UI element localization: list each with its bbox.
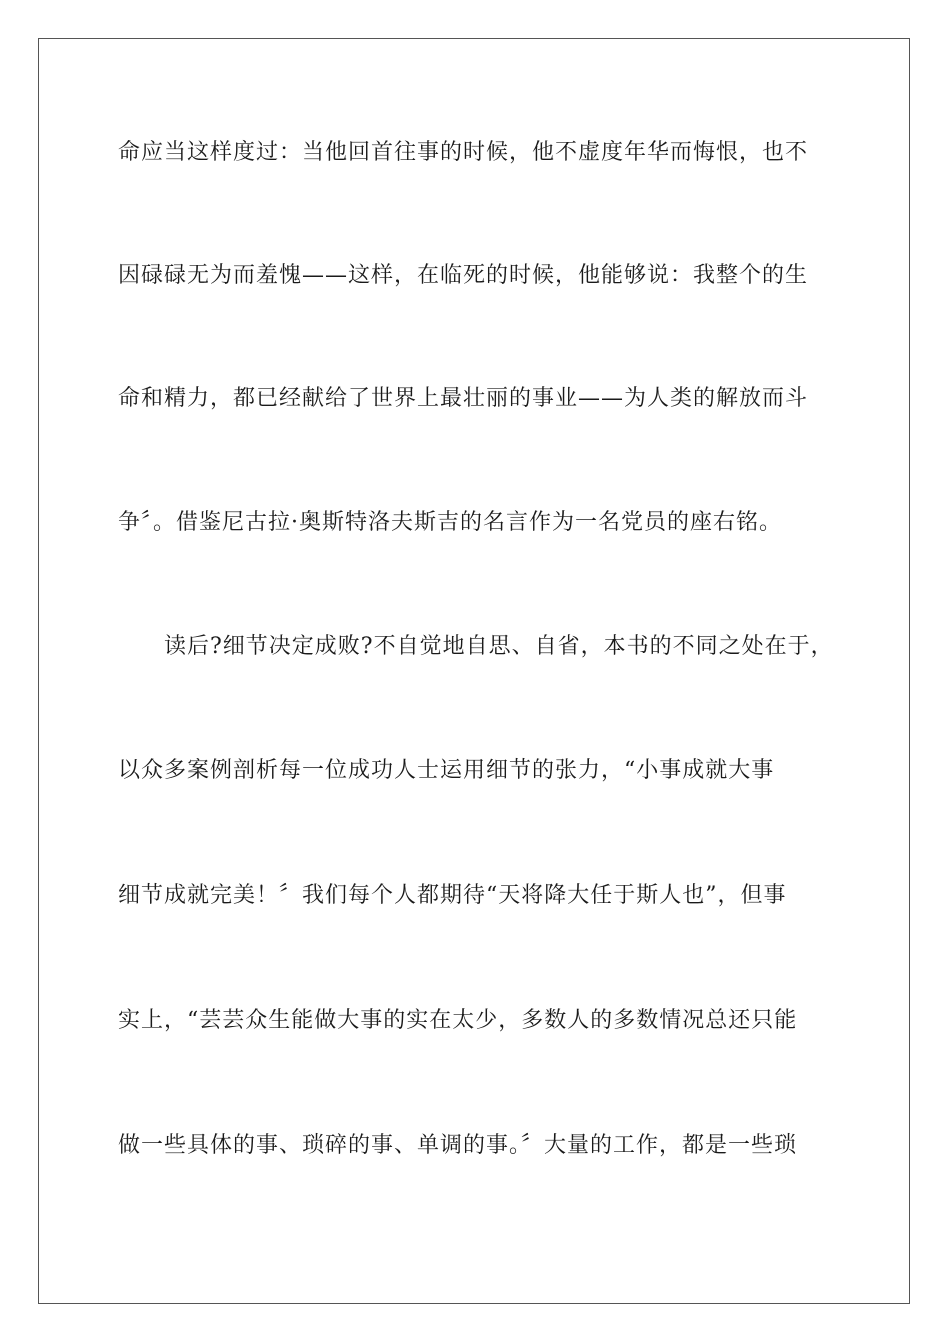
text-line-1: 命应当这样度过：当他回首往事的时候，他不虚度年华而悔恨，也不: [118, 140, 809, 165]
text-line-9: 做一些具体的事、琐碎的事、单调的事。〞大量的工作，都是一些琐: [118, 1133, 798, 1158]
text-line-3: 命和精力，都已经献给了世界上最壮丽的事业——为人类的解放而斗: [118, 386, 809, 411]
text-line-8: 实上，“芸芸众生能做大事的实在太少，多数人的多数情况总还只能: [118, 1008, 798, 1033]
text-line-6: 以众多案例剖析每一位成功人士运用细节的张力，“小事成就大事: [118, 758, 775, 783]
text-line-7: 细节成就完美！〞我们每个人都期待“天将降大任于斯人也”，但事: [118, 883, 787, 908]
paragraph-start-line: 读后?细节决定成败?不自觉地自思、自省，本书的不同之处在于，: [164, 634, 834, 659]
page-frame: [38, 38, 910, 1304]
text-line-4: 争〞。借鉴尼古拉·奥斯特洛夫斯吉的名言作为一名党员的座右铭。: [118, 510, 782, 535]
text-line-2: 因碌碌无为而羞愧——这样，在临死的时候，他能够说：我整个的生: [118, 263, 809, 288]
